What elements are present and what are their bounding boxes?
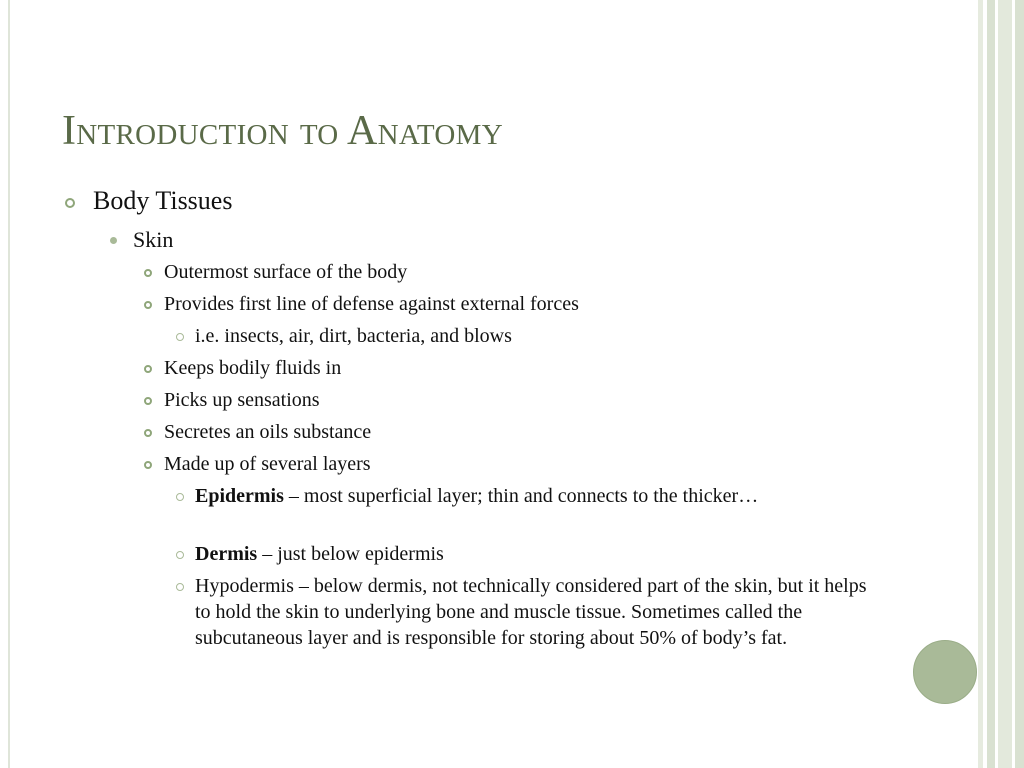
bullet-dermis xyxy=(195,541,444,567)
ring-bullet-icon xyxy=(144,301,152,309)
ring-bullet-icon xyxy=(144,365,152,373)
bullet-skin: Skin xyxy=(133,227,174,252)
ring-bullet-icon xyxy=(176,333,184,341)
ring-bullet-icon xyxy=(176,583,184,591)
right-stripe xyxy=(987,0,995,768)
ring-bullet-icon xyxy=(176,493,184,501)
bullet-epidermis xyxy=(195,483,885,509)
ring-bullet-icon xyxy=(144,461,152,469)
left-frame-line xyxy=(8,0,10,768)
bullet-body-tissues: Body Tissues xyxy=(93,186,233,215)
ring-bullet-icon xyxy=(144,269,152,277)
epidermis-description: – most superficial layer; thin and connects to the thicker… xyxy=(283,485,759,507)
dot-bullet-icon xyxy=(110,237,117,244)
bullet-defense: Provides first line of defense against external forces xyxy=(164,293,579,315)
right-stripe xyxy=(998,0,1012,768)
bullet-outermost: Outermost surface of the body xyxy=(164,261,408,283)
ring-bullet-icon xyxy=(65,198,75,208)
bullet-defense-examples: i.e. insects, air, dirt, bacteria, and blows xyxy=(195,325,512,347)
bullet-sensations: Picks up sensations xyxy=(164,389,320,411)
decorative-circle xyxy=(913,640,977,704)
slide-title: Introduction to Anatomy xyxy=(62,108,503,154)
dermis-term: Dermis xyxy=(195,543,258,565)
ring-bullet-icon xyxy=(176,551,184,559)
epidermis-term: Epidermis xyxy=(195,485,284,507)
bullet-hypodermis: Hypodermis – below dermis, not technically considered part of the skin, but it helps to hold the skin to underlying bone and muscle tissue. Sometimes called the subcutaneous layer and is responsible for storing about 50% of body’s fat. xyxy=(195,575,867,649)
bullet-fluids: Keeps bodily fluids in xyxy=(164,357,342,379)
bullet-layers: Made up of several layers xyxy=(164,453,371,475)
bullet-oils: Secretes an oils substance xyxy=(164,421,372,443)
ring-bullet-icon xyxy=(144,397,152,405)
ring-bullet-icon xyxy=(144,429,152,437)
right-stripe xyxy=(1015,0,1024,768)
dermis-description: – just below epidermis xyxy=(257,543,444,565)
